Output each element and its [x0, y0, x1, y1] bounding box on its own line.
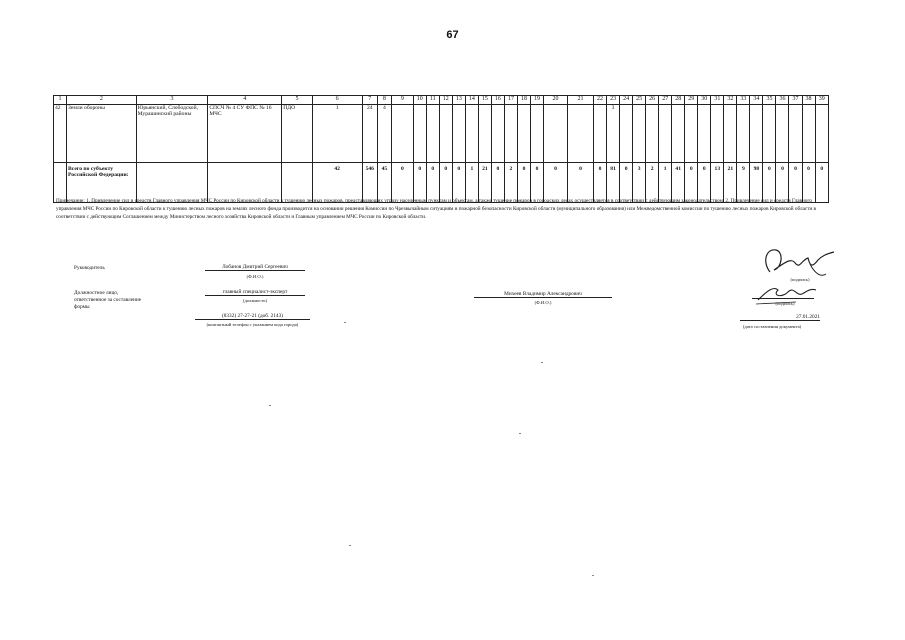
total-cell: 0 [413, 162, 426, 202]
col-header: 31 [711, 96, 724, 105]
total-cell: 21 [724, 162, 737, 202]
col-header: 19 [531, 96, 544, 105]
total-cell: 2 [646, 162, 659, 202]
col-header: 10 [413, 96, 426, 105]
col-header: 29 [685, 96, 698, 105]
signature-line-2 [752, 294, 814, 299]
total-cell: 21 [478, 162, 491, 202]
scan-speck [269, 405, 271, 406]
col-header: 8 [377, 96, 391, 105]
total-cell: 0 [698, 162, 711, 202]
position-caption: (должность) [242, 298, 268, 303]
col-header: 21 [567, 96, 593, 105]
col-header: 33 [737, 96, 750, 105]
total-cell: 1 [659, 162, 672, 202]
total-cell: 0 [815, 162, 828, 202]
cell: 1 [312, 104, 362, 162]
total-cell: 42 [312, 162, 362, 202]
date-caption: (дата составления документа) [742, 324, 802, 329]
col-header: 12 [439, 96, 452, 105]
col-header: 36 [776, 96, 789, 105]
scan-speck [592, 575, 594, 576]
col-header: 2 [67, 96, 137, 105]
total-cell: 0 [517, 162, 530, 202]
col-header: 18 [517, 96, 530, 105]
total-cell: 41 [672, 162, 685, 202]
total-row [54, 162, 829, 202]
col-header: 6 [312, 96, 362, 105]
col-header: 20 [544, 96, 568, 105]
col-header: 14 [465, 96, 478, 105]
document-date: 27.01.2021 [740, 314, 820, 321]
col-header: 38 [802, 96, 815, 105]
land-category: Земли обороны [67, 104, 137, 162]
col-header: 32 [724, 96, 737, 105]
scan-speck [519, 433, 521, 434]
col-header: 26 [646, 96, 659, 105]
row-number: 42 [54, 104, 67, 162]
col-header: 24 [620, 96, 633, 105]
cell: 24 [362, 104, 377, 162]
total-cell: 546 [362, 162, 377, 202]
position: главный специалист-эксперт [205, 289, 305, 296]
footnote: Примечание: 1. Привлечение сил и средств Главного управления МЧС России по Кировской области к тушению лесных пожаров, представляющих угрозу населенным пунктам и объектам, а также тушение пожаров в городских лесах осуществляется в соответствии с действующим законодательством. 2. Привлечение сил и средств Главного управления МЧС России по Кировской области к тушению лесных пожаров на землях лесного фонда производится на основании решения Комиссии по Чрезвычайным ситуациям и пожарной безопасности Кировской области (муниципального образования) или Межведомственной комиссии по тушению лесных пожаров Кировской области в соответствии с действующим Соглашением между Министерством лесного хозяйства Кировской области и Главным управлением МЧС России по Кировской области. [56, 198, 816, 221]
col-header: 37 [789, 96, 802, 105]
total-cell: 0 [452, 162, 465, 202]
col-header: 35 [763, 96, 776, 105]
total-cell: 0 [776, 162, 789, 202]
head-label: Руководитель [74, 265, 105, 271]
signature-caption-2: (подпись) [775, 301, 795, 306]
col-header: 16 [491, 96, 504, 105]
col-header: 27 [659, 96, 672, 105]
total-cell: 45 [377, 162, 391, 202]
total-cell: 0 [620, 162, 633, 202]
total-cell: 0 [567, 162, 593, 202]
col-header: 17 [504, 96, 517, 105]
col-header: 9 [391, 96, 413, 105]
col-header: 34 [750, 96, 763, 105]
phone: (8332) 27-27-21 (доб. 2143) [195, 313, 310, 320]
col-header: 30 [698, 96, 711, 105]
total-cell: 0 [544, 162, 568, 202]
responsible-label: Должностное лицо, ответственное за составление формы [74, 290, 142, 311]
col-header: 23 [607, 96, 620, 105]
fire-resources-table [53, 95, 829, 203]
total-cell: 0 [802, 162, 815, 202]
total-cell: 0 [789, 162, 802, 202]
col-header: 39 [815, 96, 828, 105]
districts: Юрьянский, Слободской, Мурашинский районы [136, 104, 208, 162]
responsible-name: Михеев Владимир Александрович [474, 291, 612, 298]
col-header: 4 [208, 96, 282, 105]
responsible-fio-caption: (Ф.И.О.) [534, 300, 552, 305]
scan-speck [349, 545, 351, 546]
total-cell: 13 [711, 162, 724, 202]
col-header: 13 [452, 96, 465, 105]
fio-caption: (Ф.И.О.) [246, 274, 264, 279]
col-header: 3 [136, 96, 208, 105]
phone-caption: (контактный телефон с указанием кода города) [206, 322, 299, 327]
total-cell: 0 [391, 162, 413, 202]
total-cell: 9 [737, 162, 750, 202]
page-number: 67 [446, 29, 459, 41]
col-header: 15 [478, 96, 491, 105]
total-cell: 3 [633, 162, 646, 202]
total-cell: 0 [763, 162, 776, 202]
cell: 4 [377, 104, 391, 162]
col-header: 7 [362, 96, 377, 105]
table-row [54, 104, 829, 162]
head-name: Лобанов Дмитрий Сергеевич [205, 264, 305, 271]
total-cell: 0 [594, 162, 607, 202]
scan-speck [541, 362, 543, 363]
signature-caption-1: (подпись) [790, 277, 810, 282]
cell: 3 [607, 104, 620, 162]
total-cell: 81 [607, 162, 620, 202]
total-cell: 0 [439, 162, 452, 202]
total-cell: 2 [504, 162, 517, 202]
total-cell: 0 [685, 162, 698, 202]
unit-type: ПДО [282, 104, 312, 162]
col-header: 25 [633, 96, 646, 105]
col-header: 11 [426, 96, 439, 105]
total-cell: 1 [465, 162, 478, 202]
unit-name: СПСЧ № 4 СУ ФПС № 16 МЧС [208, 104, 282, 162]
scan-speck [344, 322, 346, 323]
total-cell: 0 [491, 162, 504, 202]
col-header: 5 [282, 96, 312, 105]
total-label: Всего по субъекту Российской Федерации: [67, 162, 137, 202]
total-cell: 0 [426, 162, 439, 202]
total-cell: 98 [750, 162, 763, 202]
total-cell: 0 [531, 162, 544, 202]
col-header: 28 [672, 96, 685, 105]
col-header: 1 [54, 96, 67, 105]
col-header: 22 [594, 96, 607, 105]
column-number-row [54, 96, 829, 105]
